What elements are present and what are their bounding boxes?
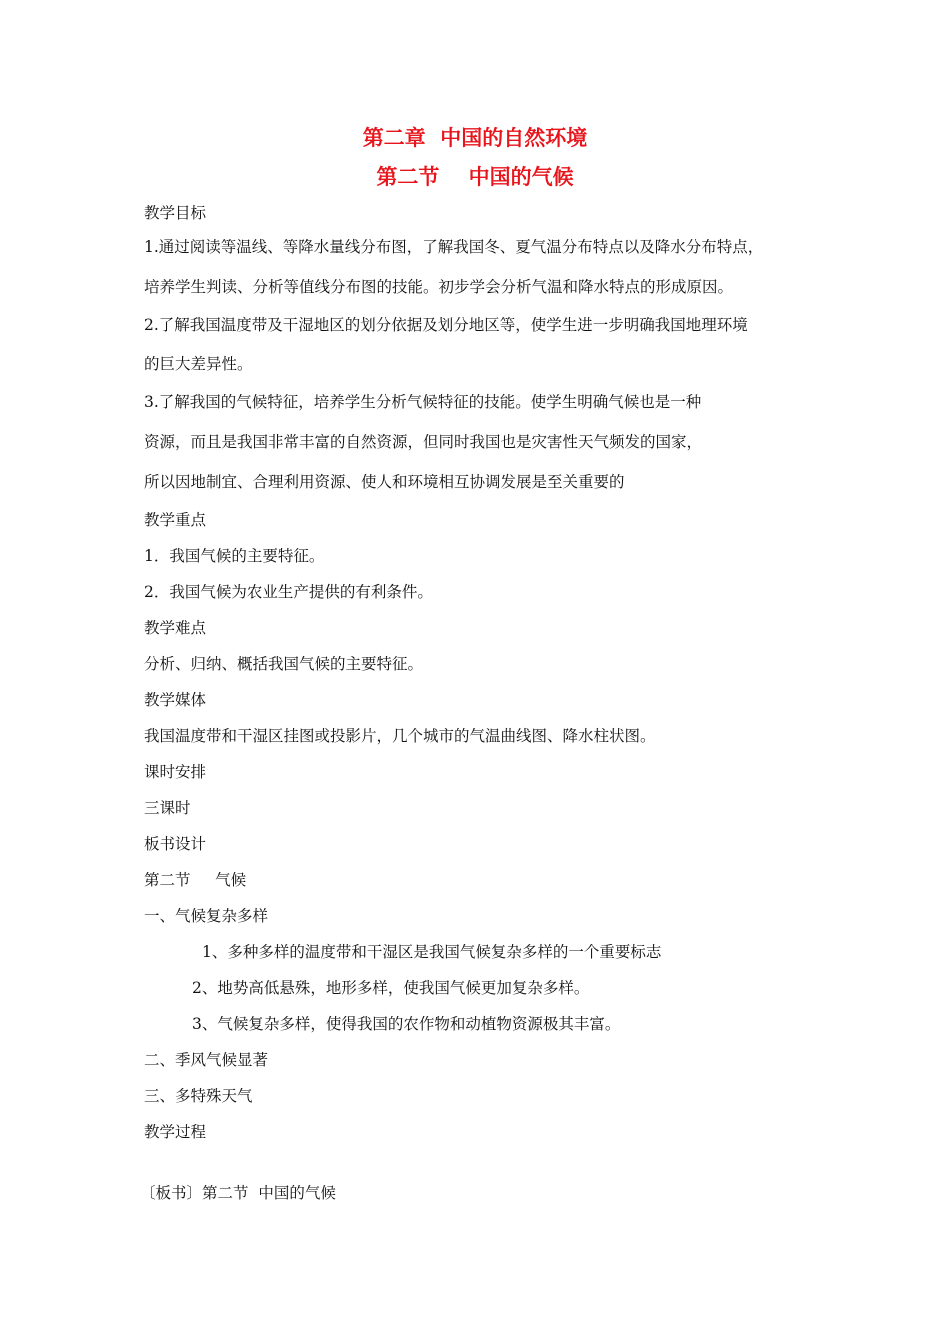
- heading-key-points: 教学重点: [144, 511, 207, 529]
- goal-1-line-2: 培养学生判读、分析等值线分布图的技能。初步学会分析气温和降水特点的形成原因。: [144, 278, 734, 296]
- heading-board-design: 板书设计: [144, 835, 207, 853]
- heading-media: 教学媒体: [144, 691, 207, 709]
- goal-1-line-1: 1.通过阅读等温线、等降水量线分布图，了解我国冬、夏气温分布特点以及降水分布特点，: [144, 238, 764, 256]
- section-title: 第二节 中国的气候: [376, 165, 574, 189]
- board-item-3: 三、多特殊天气: [144, 1087, 253, 1105]
- goal-2-line-1: 2.了解我国温度带及干湿地区的划分依据及划分地区等，使学生进一步明确我国地理环境: [144, 316, 748, 334]
- board-subitem-2: 2、地势高低悬殊，地形多样，使我国气候更加复杂多样。: [192, 979, 590, 997]
- heading-teaching-process: 教学过程: [144, 1123, 207, 1141]
- goal-3-line-2: 资源，而且是我国非常丰富的自然资源，但同时我国也是灾害性天气频发的国家，: [144, 433, 703, 451]
- goal-3-line-1: 3.了解我国的气候特征，培养学生分析气候特征的技能。使学生明确气候也是一种: [144, 393, 702, 411]
- key-point-1: 1．我国气候的主要特征。: [144, 547, 325, 565]
- heading-teaching-goals: 教学目标: [144, 204, 207, 222]
- board-item-1: 一、气候复杂多样: [144, 907, 269, 925]
- heading-difficulties: 教学难点: [144, 619, 207, 637]
- board-note: 〔板书〕第二节 中国的气候: [140, 1184, 336, 1202]
- board-section-title: 第二节 气候: [144, 871, 247, 889]
- difficulty-text: 分析、归纳、概括我国气候的主要特征。: [144, 655, 424, 673]
- board-subitem-1: 1、多种多样的温度带和干湿区是我国气候复杂多样的一个重要标志: [202, 943, 662, 961]
- key-point-2: 2．我国气候为农业生产提供的有利条件。: [144, 583, 433, 601]
- schedule-text: 三课时: [144, 799, 191, 817]
- goal-3-line-3: 所以因地制宜、合理利用资源、使人和环境相互协调发展是至关重要的: [144, 473, 625, 491]
- board-subitem-3: 3、气候复杂多样，使得我国的农作物和动植物资源极其丰富。: [192, 1015, 621, 1033]
- heading-schedule: 课时安排: [144, 763, 207, 781]
- chapter-title: 第二章 中国的自然环境: [362, 126, 588, 150]
- goal-2-line-2: 的巨大差异性。: [144, 355, 253, 373]
- media-text: 我国温度带和干湿区挂图或投影片，几个城市的气温曲线图、降水柱状图。: [144, 727, 656, 745]
- board-item-2: 二、季风气候显著: [144, 1051, 269, 1069]
